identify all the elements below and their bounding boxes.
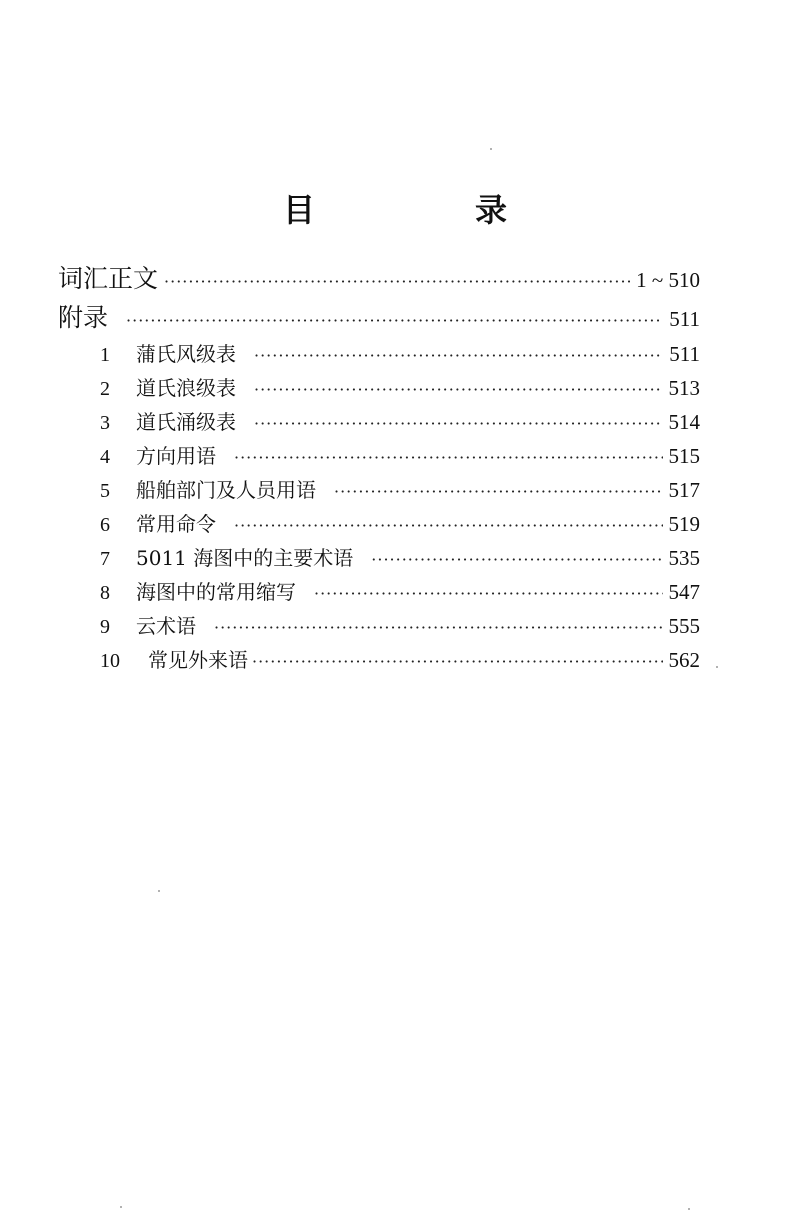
toc-item-label: 蒲氏风级表: [136, 342, 236, 366]
toc-item-number: 8: [100, 582, 110, 604]
toc-item-number: 4: [100, 446, 110, 468]
toc-item-label: 海图中的常用缩写: [136, 580, 296, 604]
toc-item-number: 5: [100, 480, 110, 502]
toc-item-page: 511: [669, 342, 700, 366]
toc-item-label: 常用命令: [136, 512, 216, 536]
toc-item-label: 云术语: [136, 614, 196, 638]
dot-leader: [214, 611, 663, 645]
dot-leader: [254, 339, 663, 373]
toc-item-label: 船舶部门及人员用语: [136, 478, 316, 502]
toc-appendix-item[interactable]: [100, 507, 700, 541]
toc-item-page: 562: [668, 648, 700, 672]
toc-entry-label: 词汇正文: [58, 264, 159, 293]
toc-item-number: 1: [100, 344, 110, 366]
toc-item-label: 道氏浪级表: [136, 376, 236, 400]
dot-leader: [164, 265, 630, 299]
scan-speck: [490, 148, 492, 150]
dot-leader: [254, 373, 663, 407]
toc-appendix-item[interactable]: [100, 371, 700, 405]
toc-item-page: 514: [668, 410, 700, 434]
toc-appendix-item[interactable]: [100, 473, 700, 507]
dot-leader: [234, 441, 663, 475]
toc-item-number: 9: [100, 616, 110, 638]
toc-item-label: 道氏涌级表: [136, 410, 236, 434]
toc-item-label: 常见外来语: [148, 648, 248, 672]
toc-appendix-item[interactable]: [100, 541, 700, 575]
toc-item-page: 513: [668, 376, 700, 400]
toc-appendix-item[interactable]: [100, 405, 700, 439]
toc-item-number: 6: [100, 514, 110, 536]
dot-leader: [254, 407, 663, 441]
toc-item-page: 547: [668, 580, 700, 604]
toc-item-number: 2: [100, 378, 110, 400]
dot-leader: [314, 577, 663, 611]
toc-appendix-item[interactable]: [100, 337, 700, 371]
scan-speck: [120, 1206, 122, 1208]
toc-appendix-item[interactable]: [100, 643, 700, 677]
toc-appendix-item[interactable]: [100, 439, 700, 473]
toc-item-number: 7: [100, 548, 110, 570]
toc-item-label: 方向用语: [136, 444, 216, 468]
toc-appendix-item[interactable]: [100, 609, 700, 643]
dot-leader: [334, 475, 663, 509]
toc-item-page: 535: [668, 546, 700, 570]
toc-item-page: 555: [668, 614, 700, 638]
scan-speck: [716, 666, 718, 668]
toc-item-page: 515: [668, 444, 700, 468]
dot-leader: [252, 645, 663, 679]
toc-entry-page: 1 ~ 510: [636, 268, 700, 292]
dot-leader: [234, 509, 663, 543]
toc-item-number: 10: [100, 650, 120, 672]
dot-leader: [126, 304, 663, 338]
toc-item-page: 519: [668, 512, 700, 536]
page-title: 目 录: [282, 191, 571, 229]
toc-entry-label: 附录: [58, 303, 109, 332]
dot-leader: [371, 543, 662, 577]
scan-speck: [688, 1208, 690, 1210]
toc-entry-main-text[interactable]: [58, 262, 700, 296]
toc-entry-page: 511: [669, 307, 700, 331]
toc-item-page: 517: [668, 478, 700, 502]
scan-speck: [158, 890, 160, 892]
toc-appendix-item[interactable]: [100, 575, 700, 609]
toc-item-number: 3: [100, 412, 110, 434]
toc-entry-appendix[interactable]: [58, 301, 700, 335]
toc-item-label: 5011 海图中的主要术语: [136, 546, 354, 570]
